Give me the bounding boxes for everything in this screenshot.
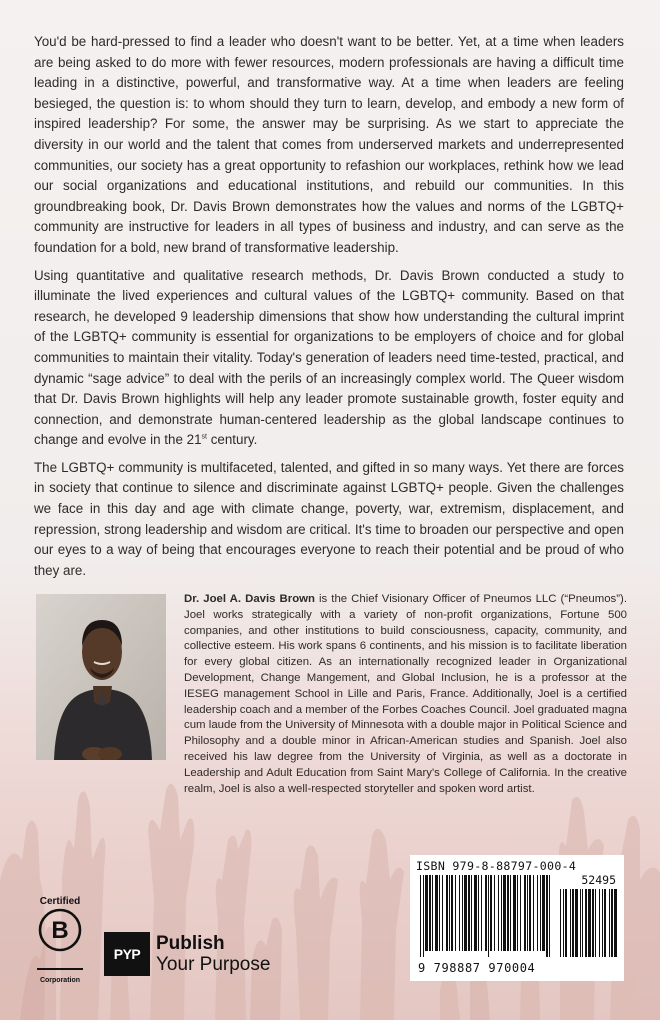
author-bio-paragraph xyxy=(184,592,627,797)
barcode-bar xyxy=(529,875,531,951)
author-bio xyxy=(184,592,627,797)
barcode-bar xyxy=(459,875,460,951)
barcode-bar xyxy=(423,875,424,957)
barcode-bar xyxy=(464,875,467,951)
author-name: Dr. Joel A. Davis Brown xyxy=(184,593,315,605)
publisher-name xyxy=(156,933,270,975)
barcode-bar xyxy=(546,875,548,957)
book-description xyxy=(34,32,624,588)
b-corp-icon xyxy=(37,907,83,953)
addon-bar xyxy=(575,889,578,957)
publisher-badge: PYP xyxy=(104,932,150,976)
barcode-bar xyxy=(513,875,516,951)
barcode-bar xyxy=(471,875,472,951)
barcode-bar xyxy=(520,875,521,951)
barcode-bar xyxy=(478,875,479,951)
barcode-bar xyxy=(455,875,456,951)
b-corp-corporation-label: Corporation xyxy=(39,977,81,984)
addon-bar xyxy=(582,889,583,957)
addon-bar xyxy=(604,889,606,957)
barcode-bar xyxy=(537,875,538,951)
addon-bar xyxy=(611,889,613,957)
author-photo xyxy=(36,594,166,760)
barcode-bar xyxy=(485,875,487,951)
barcode-bar xyxy=(503,875,506,951)
addon-bar xyxy=(614,889,617,957)
addon-bar xyxy=(592,889,594,957)
barcode-bar xyxy=(442,875,443,951)
barcode-bar xyxy=(468,875,470,951)
barcode-bar xyxy=(420,875,421,957)
publisher-logo xyxy=(104,932,270,976)
addon-bar xyxy=(588,889,591,957)
barcode-bar xyxy=(501,875,502,951)
addon-bar xyxy=(560,889,561,957)
addon-bar xyxy=(602,889,603,957)
publisher-name-line-1: Publish xyxy=(156,933,225,954)
author-bio-text: is the Chief Visionary Officer of Pneumos LLC (“Pneumos”). Joel works strategically with a variety of non-profit organizations, Fortune 500 companies, and other institutions to build consciousness, capacity, community, and collective esteem. His work spans 6 continents, and his mission is to facilitate liberation for every global citizen. As an internationally recognized leader in Organizational Development, Change Mangement, and Global Inclusion, he is a professor at the IESEG management School in Lille and Paris, France. Additionally, Joel is a certified leadership coach and a member of the Forbes Coaches Council. Joel graduated magna cum laude from the University of Minnesota with a double major in Political Science and Philosophy and a double minor in African-American studies and Spanish. Joel also received his law degree from the University of Virginia, as well as a doctorate in Leadership and Adult Education from Saint Mary's College of California. In the creative realm, Joel is also a well-respected storyteller and spoken word artist. xyxy=(184,593,627,795)
addon-bar xyxy=(565,889,567,957)
isbn-label: ISBN 979-8-88797-000-4 xyxy=(416,859,577,873)
barcode-bar xyxy=(510,875,511,951)
b-corp-certified-label: Certified xyxy=(39,896,81,907)
barcode-bar xyxy=(524,875,526,951)
addon-bar xyxy=(585,889,587,957)
price-addon-digits: 52495 xyxy=(581,873,616,887)
description-paragraph-1: You'd be hard-pressed to find a leader who doesn't want to be better. Yet, at a time when leaders are being asked to do more with fewer resources, modern professionals are having a difficult time leading in a distinctive, powerful, and transformative way. At a time when leaders are feeling besieged, the question is: to whom should they turn to learn, develop, and embody a new form of inspired leadership? For some, the answer may be surprising. As we start to appreciate the diversity in our world and the talent that comes from underserved markets and underrepresented communities, our society has a great opportunity to refashion our workplaces, rethink how we lead our social organizations and educational institutions, and rebuild our communities. In this groundbreaking book, Dr. Davis Brown demonstrates how the values and norms of the LGBTQ+ community are instructive for leaders in all types of business and industry, and can serve as the foundation for a bold, new brand of transformative leadership. xyxy=(34,34,624,255)
barcode-bar xyxy=(533,875,534,951)
barcode-bar xyxy=(507,875,509,951)
barcode-bars xyxy=(416,875,620,961)
barcode-bar xyxy=(474,875,477,951)
description-paragraph-3: The LGBTQ+ community is multifaceted, talented, and gifted in so many ways. Yet there are forces in society that continue to silence and discriminate against LGBTQ+ people. Given the challenges we face in this day and age with climate change, poverty, war, extremism, displacement, and repression, strong leadership and wisdom are critical. It's time to broaden our perspective and open our eyes to a way of being that encourages everyone to reach their potential and be proud of who they are. xyxy=(34,459,624,578)
description-paragraph-2-end: century. xyxy=(206,432,258,448)
ordinal-suffix: st xyxy=(201,433,207,441)
addon-bar xyxy=(599,889,600,957)
publisher-name-line-2: Your Purpose xyxy=(156,954,271,975)
b-corp-letter: B xyxy=(51,917,69,944)
barcode-bar xyxy=(462,875,463,951)
addon-bar xyxy=(580,889,581,957)
ean-digits: 9 798887 970004 xyxy=(418,961,536,975)
barcode-bar xyxy=(449,875,450,951)
barcode-bar xyxy=(439,875,440,951)
b-corp-certification-logo xyxy=(32,896,88,984)
barcode-bar xyxy=(517,875,518,951)
addon-bar xyxy=(563,889,564,957)
barcode-bar xyxy=(527,875,528,951)
barcode-bar xyxy=(446,875,448,951)
barcode-bar xyxy=(549,875,550,957)
addon-bar xyxy=(595,889,596,957)
barcode-bar xyxy=(540,875,541,951)
b-corp-divider xyxy=(32,967,88,971)
barcode-bar xyxy=(425,875,428,951)
addon-bar xyxy=(572,889,574,957)
description-paragraph-2 xyxy=(34,266,624,451)
barcode-bar xyxy=(542,875,545,951)
barcode-bar xyxy=(435,875,438,951)
isbn-barcode-block xyxy=(410,855,624,981)
barcode-bar xyxy=(429,875,431,951)
barcode-bar xyxy=(488,875,489,957)
barcode-bar xyxy=(498,875,499,951)
barcode-bar xyxy=(494,875,495,951)
barcode-bar xyxy=(451,875,453,951)
barcode-bar xyxy=(490,875,492,951)
addon-bar xyxy=(609,889,610,957)
addon-bar xyxy=(570,889,571,957)
barcode-bar xyxy=(432,875,433,951)
barcode-bar xyxy=(481,875,482,951)
description-paragraph-2-text: Using quantitative and qualitative research methods, Dr. Davis Brown conducted a study to illuminate the lived experiences and cultural values of the LGBTQ+ community. Based on that research, he developed 9 leadership dimensions that show how understanding the cultural imprint of the LGBTQ+ community is essential for organizations to be employers of choice and for global communities to maintain their vitality. Today's generation of leaders need time-tested, practical, and dynamic “sage advice” to deal with the perils of an increasingly complex world. The Queer wisdom that Dr. Davis Brown highlights will help any leader promote sustainable growth, foster equity and connection, and demonstrate human-centered leadership as the global landscape continues to change and evolve in the 21 xyxy=(34,267,624,448)
